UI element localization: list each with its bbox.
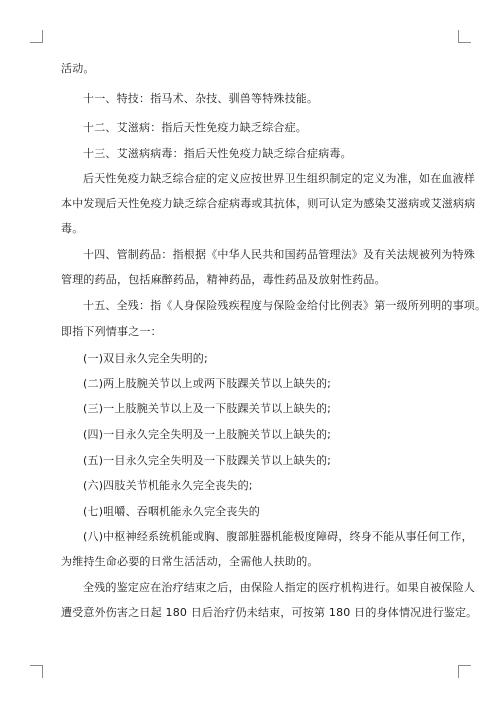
text-line: 后天性免疫力缺乏综合症的定义应按世界卫生组织制定的定义为准，如在血液样: [83, 172, 475, 185]
text-line: 十二、艾滋病：指后天性免疫力缺乏综合症。: [83, 121, 307, 134]
crop-mark-top-left: [30, 30, 43, 43]
text-line: (八)中枢神经系统机能或胸、腹部脏器机能极度障碍，终身不能从事任何工作，: [83, 530, 473, 543]
text-line: (五)一目永久完全失明及一下肢踝关节以上缺失的;: [83, 454, 332, 467]
text-line: 管理的药品，包括麻醉药品，精神药品，毒性药品及放射性药品。: [61, 273, 386, 286]
text-line: 全残的鉴定应在治疗结束之后，由保险人指定的医疗机构进行。如果自被保险人: [83, 581, 475, 594]
text-line: (七)咀嚼、吞咽机能永久完全丧失的: [83, 505, 260, 518]
text-line: 活动。: [61, 62, 95, 75]
text-line: 十三、艾滋病病毒：指后天性免疫力缺乏综合症病毒。: [83, 147, 352, 160]
crop-mark-bottom-right: [458, 665, 471, 678]
crop-mark-top-right: [458, 30, 471, 43]
text-line: 遭受意外伤害之日起 180 日后治疗仍未结束，可按第 180 日的身体情况进行鉴定。: [61, 606, 478, 619]
text-line: 毒。: [61, 222, 84, 235]
text-line: 为维持生命必要的日常生活活动，全需他人扶助的。: [61, 555, 319, 568]
text-line: (六)四肢关节机能永久完全丧失的;: [83, 479, 253, 492]
text-line: (三)一上肢腕关节以上及一下肢踝关节以上缺失的;: [83, 402, 332, 415]
text-line: 十五、全残：指《人身保险残疾程度与保险金给付比例表》第一级所列明的事项。: [83, 299, 487, 312]
text-line: (四)一目永久完全失明及一上肢腕关节以上缺失的;: [83, 428, 332, 441]
text-line: 十四、管制药品：指根据《中华人民共和国药品管理法》及有关法规被列为特殊: [83, 248, 475, 261]
text-line: 本中发现后天性免疫力缺乏综合症病毒或其抗体，则可认定为感染艾滋病或艾滋病病: [61, 197, 476, 210]
text-line: (二)两上肢腕关节以上或两下肢踝关节以上缺失的;: [83, 377, 332, 390]
crop-mark-bottom-left: [30, 665, 43, 678]
text-line: (一)双目永久完全失明的;: [83, 352, 208, 365]
text-line: 即指下列情事之一：: [61, 325, 162, 338]
text-line: 十一、特技：指马术、杂技、驯兽等特殊技能。: [83, 92, 319, 105]
